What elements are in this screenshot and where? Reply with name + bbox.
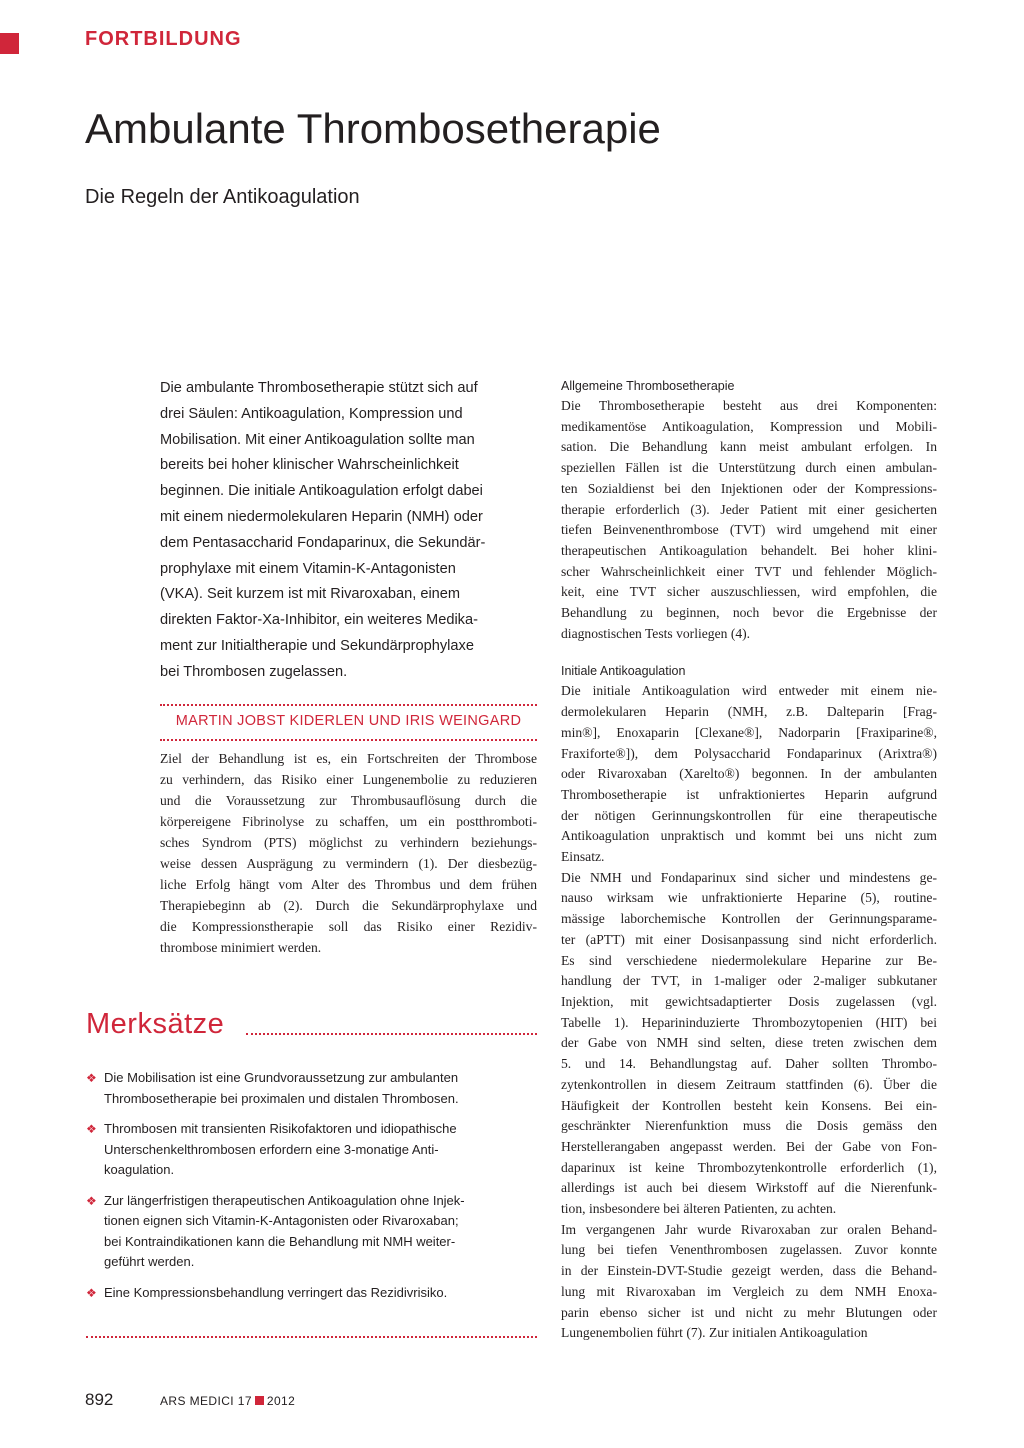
section-rivaroxaban-text [561,1220,937,1344]
text-line: weise dessen Ausprägung zu vermindern (1). Der diesbezüg- [160,856,537,871]
text-line: bereits bei hoher klinischer Wahrscheinlichkeit [160,457,459,474]
section-marker [0,33,19,54]
text-line: Ziel der Behandlung ist es, ein Fortschreiten der Thrombose [160,751,537,766]
merksatz-line: Unterschenkelthrombosen erfordern eine 3-monatige Anti- [104,1141,439,1157]
text-line: handlung der TVT, in 1-maliger oder 2-maliger subkutaner [561,973,937,989]
text-line: Lungenembolien führt (7). Zur initialen Antikoagulation [561,1325,868,1341]
text-line: direkten Faktor-Xa-Inhibitor, ein weiteres Medika- [160,612,478,629]
text-line: Einsatz. [561,849,605,865]
merksatz-line: Die Mobilisation ist eine Grundvoraussetzung zur ambulanten [104,1070,459,1085]
text-line: Tabelle 1). Heparininduzierte Thrombozytopenien (HIT) bei [561,1014,937,1030]
journal-year: 2012 [266,1394,296,1408]
text-line: Im vergangenen Jahr wurde Rivaroxaban zur oralen Behand- [561,1221,937,1237]
text-line: Behandlung zu beginnen, noch bevor die Ergebnisse der [561,605,937,621]
text-line: 5. und 14. Behandlungstag auf. Daher sollten Thrombo- [561,1056,937,1072]
text-line: und die Voraussetzung zur Thrombusauflösung durch die [160,793,537,808]
merksatz-line: Thrombosetherapie bei proximalen und distalen Thrombosen. [104,1090,459,1106]
text-line: Es sind verschiedene niedermolekulare Heparine zur Be- [561,952,937,968]
text-line: Antikoagulation unpraktisch und kommt bei uns nicht zum [561,828,937,844]
text-line: lung bei tiefen Venenthrombosen zugelassen. Zuvor konnte [561,1242,937,1258]
text-line: körpereigene Fibrinolyse zu schaffen, um ein postthromboti- [160,814,537,829]
authors-rule-top [160,704,537,706]
merksaetze-heading-rule [246,1033,537,1035]
merksatz-item [86,1119,536,1181]
text-line: bei Thrombosen zugelassen. [160,663,348,680]
merksatz-line: tionen eignen sich Vitamin-K-Antagonisten oder Rivaroxaban; [104,1213,459,1228]
section-nmh-text [561,868,937,1220]
text-line: die Kompressionstherapie soll das Risiko einer Rezidiv- [160,919,537,934]
text-line: thrombose minimiert werden. [160,940,322,955]
merksatz-line: geführt werden. [104,1254,195,1269]
text-line: drei Säulen: Antikoagulation, Kompression und [160,405,463,422]
text-line: min®], Enoxaparin [Clexane®], Nadorparin [Fraxiparine®, [561,724,937,740]
text-line: Fraxiforte®]), dem Polysaccharid Fondaparinux (Arixtra®) [561,745,937,761]
merksatz-line: Zur längerfristigen therapeutischen Antikoagulation ohne Injek- [104,1192,465,1208]
text-line: geschränkter Nierenfunktion muss die Dosis gemäss den [561,1118,937,1134]
diamond-bullet-icon: ❖ [86,1122,97,1136]
right-column [561,376,937,1344]
text-line: parin ebenso sicher ist und nicht zu mehr Blutungen oder [561,1304,937,1320]
text-line: dermolekularen Heparin (NMH, z.B. Dalteparin [Frag- [561,704,937,720]
text-line: in der Einstein-DVT-Studie gezeigt werden, dass die Behand- [561,1263,937,1279]
text-line: scher Wahrscheinlichkeit einer TVT und fehlender Möglich- [561,563,937,579]
merksaetze-rule-bottom [86,1336,537,1338]
text-line: ment zur Initialtherapie und Sekundärprophylaxe [160,637,474,654]
merksatz-item [86,1283,536,1304]
journal-name: ARS MEDICI 17 [160,1394,252,1408]
text-line: Mobilisation. Mit einer Antikoagulation sollte man [160,431,475,448]
article-title: Ambulante Thrombosetherapie [85,105,661,152]
journal-footer [160,1394,295,1408]
page-number: 892 [85,1390,114,1409]
merksatz-line: Eine Kompressionsbehandlung verringert das Rezidivrisiko. [104,1284,448,1300]
text-line: Injektion, mit gewichtsadaptierter Dosis zugelassen (vgl. [561,993,937,1009]
text-line: Therapiebeginn ab (2). Durch die Sekundärprophylaxe und [160,898,537,913]
section-label: FORTBILDUNG [85,28,242,50]
merksatz-item [86,1191,536,1273]
text-line: der Gabe von NMH sind selten, diese treten zwischen dem [561,1035,937,1051]
text-line: sches Syndrom (PTS) möglichst zu verhindern beziehungs- [160,835,537,850]
text-line: Die NMH und Fondaparinux sind sicher und mindestens ge- [561,869,937,885]
article-subtitle: Die Regeln der Antikoagulation [85,186,360,208]
merksatz-line: Thrombosen mit transienten Risikofaktoren und idiopathische [104,1121,457,1136]
text-line: sation. Die Behandlung kann meist ambulant erfolgen. In [561,439,937,455]
section-heading-initiale: Initiale Antikoagulation [561,664,686,679]
text-line: (VKA). Seit kurzem ist mit Rivaroxaban, einem [160,586,461,603]
text-line: prophylaxe mit einem Vitamin-K-Antagonisten [160,560,456,577]
section-allgemeine-text [561,396,937,644]
footer-square-icon [255,1396,264,1405]
text-line: keit, eine TVT sicher auszuschliessen, wird empfohlen, die [561,584,937,600]
authors-rule-bottom [160,739,537,741]
section-initiale-text [561,681,937,867]
text-line: Häufigkeit der Kontrollen besteht kein Konsens. Bei ein- [561,1097,937,1113]
intro-paragraph [160,748,537,958]
text-line: mit einem niedermolekularen Heparin (NMH) oder [160,508,483,525]
text-line: Thrombosetherapie ist unfraktioniertes Heparin aufgrund [561,786,937,802]
text-line: der nötigen Gerinnungskontrollen für eine therapeutische [561,807,937,823]
merksatz-line: koagulation. [104,1162,175,1177]
lead-paragraph [160,376,540,686]
text-line: ter (aPTT) mit einer Dosisanpassung sind nicht erforderlich. [561,931,937,947]
text-line: tiefen Beinvenenthrombose (TVT) wird umgehend mit einer [561,522,937,538]
text-line: tion, insbesondere bei älteren Patienten, zu achten. [561,1201,837,1217]
text-line: zytenkontrollen in diesem Zeitraum stattfinden (6). Über die [561,1076,937,1092]
text-line: Die Thrombosetherapie besteht aus drei Komponenten: [561,398,937,413]
text-line: allerdings ist auch bei diesem Wirkstoff auf die Nierenfunk- [561,1180,937,1196]
diamond-bullet-icon: ❖ [86,1071,97,1085]
section-heading-allgemeine: Allgemeine Thrombosetherapie [561,379,735,393]
text-line: ten Sozialdienst bei den Injektionen oder der Kompressions- [561,480,937,496]
merksatz-item [86,1068,536,1109]
text-line: Die initiale Antikoagulation wird entweder mit einem nie- [561,683,937,699]
text-line: diagnostischen Tests vorliegen (4). [561,625,751,641]
text-line: oder Rivaroxaban (Xarelto®) begonnen. In der ambulanten [561,766,937,782]
text-line: lung mit Rivaroxaban im Vergleich zu dem NMH Enoxa- [561,1283,937,1299]
merksaetze-heading: Merksätze [86,1008,225,1040]
merksatz-line: bei Kontraindikationen kann die Behandlung mit NMH weiter- [104,1233,456,1249]
text-line: Herstellerangaben angepasst werden. Bei der Gabe von Fon- [561,1138,937,1154]
text-line: Die ambulante Thrombosetherapie stützt sich auf [160,380,478,396]
diamond-bullet-icon: ❖ [86,1193,97,1208]
text-line: dem Pentasaccharid Fondaparinux, die Sekundär- [160,534,486,551]
text-line: speziellen Fällen ist die Unterstützung durch einen ambulan- [561,460,937,476]
text-line: therapie erforderlich (3). Jeder Patient mit einer gesicherten [561,501,937,517]
text-line: zu verhindern, das Risiko einer Lungenembolie zu reduzieren [160,772,537,787]
text-line: medikamentöse Antikoagulation, Kompression und Mobili- [561,418,937,434]
diamond-bullet-icon: ❖ [86,1285,97,1300]
text-line: beginnen. Die initiale Antikoagulation erfolgt dabei [160,483,483,500]
text-line: nauso wirksam wie unfraktionierte Heparine (5), routine- [561,890,937,906]
text-line: daparinux ist keine Thrombozytenkontrolle erforderlich (1), [561,1159,937,1175]
text-line: mässige laborchemische Kontrollen der Gerinnungsparame- [561,911,937,927]
text-line: therapeutischen Antikoagulation behandelt. Bei hoher klini- [561,542,937,558]
authors: MARTIN JOBST KIDERLEN UND IRIS WEINGARD [175,713,522,729]
text-line: liche Erfolg hängt vom Alter des Thrombus und dem frühen [160,877,537,892]
merksaetze-list [86,1068,536,1313]
